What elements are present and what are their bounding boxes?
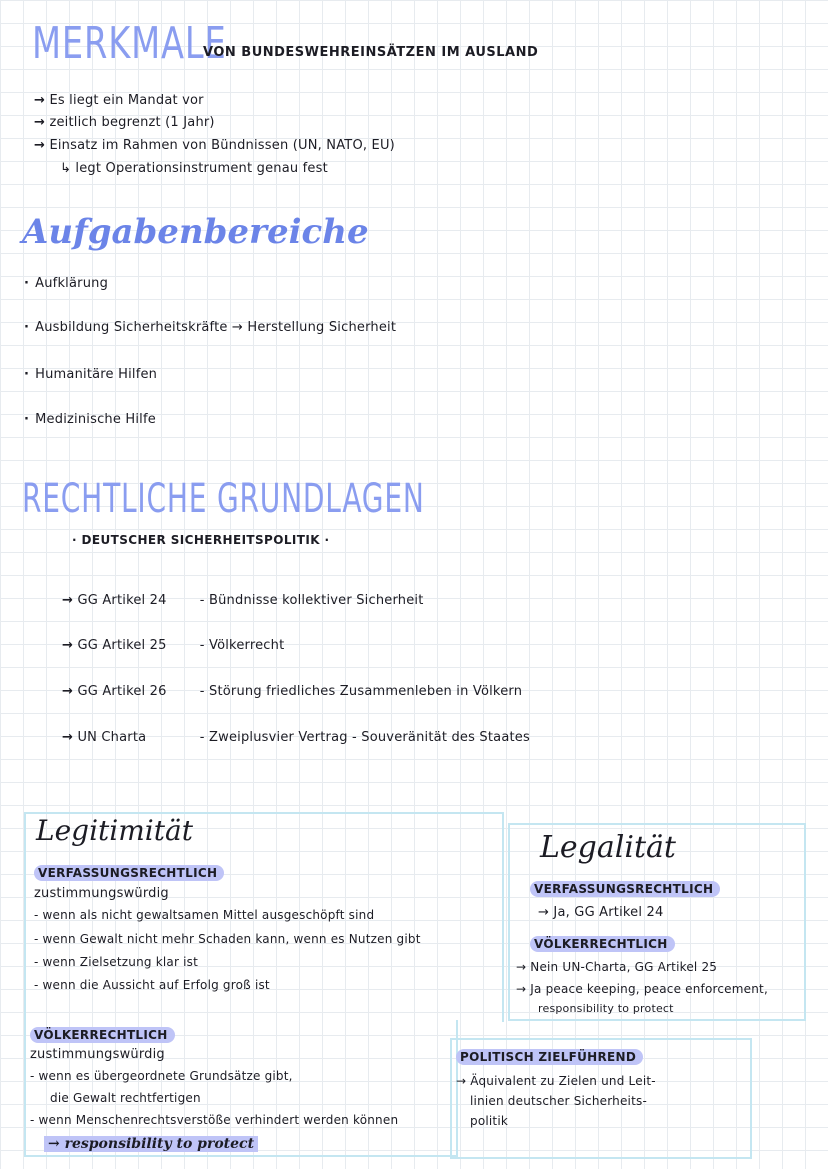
- rechtliche-item-text: - Störung friedliches Zusammenleben in Völkern: [199, 684, 523, 699]
- legalitaet-title: Legalität: [540, 830, 676, 865]
- arrow-icon: →: [34, 138, 46, 153]
- merkmale-item-text: Einsatz im Rahmen von Bündnissen (UN, NATO, EU): [49, 138, 395, 153]
- highlight-label: VERFASSUNGSRECHTLICH: [34, 865, 224, 881]
- rechtliche-item-label: GG Artikel 24: [77, 593, 167, 608]
- arrow-icon: →: [62, 730, 74, 745]
- highlight-text: → responsibility to protect: [44, 1136, 258, 1152]
- merkmale-title: MERKMALE: [32, 18, 227, 69]
- bullet-icon: ·: [24, 412, 30, 427]
- legitimitaet-item: die Gewalt rechtfertigen: [50, 1091, 201, 1105]
- aufgaben-item: [24, 320, 396, 335]
- legalitaet-item: → Nein UN-Charta, GG Artikel 25: [516, 960, 718, 974]
- legitimitaet-item: - wenn es übergeordnete Grundsätze gibt,: [30, 1069, 293, 1083]
- merkmale-subtitle: VON BUNDESWEHREINSÄTZEN IM AUSLAND: [203, 45, 539, 60]
- aufgaben-item-text: Medizinische Hilfe: [35, 412, 156, 427]
- politisch-item: politik: [470, 1114, 509, 1128]
- merkmale-item: [34, 138, 395, 153]
- merkmale-item-text: Es liegt ein Mandat vor: [49, 93, 204, 108]
- arrow-icon: →: [34, 93, 46, 108]
- rechtliche-item: [62, 684, 522, 699]
- rechtliche-subtitle: · DEUTSCHER SICHERHEITSPOLITIK ·: [72, 533, 330, 547]
- rechtliche-item-text: - Bündnisse kollektiver Sicherheit: [199, 593, 424, 608]
- politisch-heading: [456, 1046, 643, 1065]
- highlight-label: VÖLKERRECHTLICH: [30, 1027, 175, 1043]
- legalitaet-heading-1: [530, 878, 720, 897]
- rechtliche-item-label: UN Charta: [77, 730, 147, 745]
- legitimitaet-lead-2: zustimmungswürdig: [30, 1047, 165, 1062]
- legitimitaet-title: Legitimität: [36, 814, 193, 847]
- bullet-icon: ·: [24, 367, 30, 382]
- bullet-icon: ·: [24, 276, 30, 291]
- legitimitaet-item: - wenn als nicht gewaltsamen Mittel ausgeschöpft sind: [34, 908, 375, 922]
- rechtliche-item: [62, 730, 530, 745]
- legitimitaet-item: - wenn Gewalt nicht mehr Schaden kann, wenn es Nutzen gibt: [34, 932, 421, 946]
- aufgaben-title: Aufgabenbereiche: [22, 212, 369, 252]
- bullet-icon: ·: [24, 320, 30, 335]
- legalitaet-heading-2: [530, 933, 675, 952]
- rechtliche-item-text: - Zweiplusvier Vertrag - Souveränität des Staates: [199, 730, 530, 745]
- rechtliche-item-label: GG Artikel 26: [77, 684, 167, 699]
- aufgaben-item: [24, 276, 108, 291]
- arrow-icon: →: [62, 593, 74, 608]
- rechtliche-item-text: - Völkerrecht: [199, 638, 285, 653]
- aufgaben-item-text: Ausbildung Sicherheitskräfte → Herstellung Sicherheit: [35, 320, 397, 335]
- arrow-icon: →: [62, 638, 74, 653]
- arrow-icon: →: [62, 684, 74, 699]
- highlight-label: POLITISCH ZIELFÜHREND: [456, 1049, 643, 1065]
- legitimitaet-item: - wenn Zielsetzung klar ist: [34, 955, 198, 969]
- legitimitaet-item: - wenn Menschenrechtsverstöße verhindert werden können: [30, 1113, 399, 1127]
- legitimitaet-lead-1: zustimmungswürdig: [34, 886, 169, 901]
- rechtliche-item: [62, 638, 284, 653]
- merkmale-item-text: zeitlich begrenzt (1 Jahr): [49, 115, 215, 130]
- aufgaben-item-text: Aufklärung: [35, 276, 109, 291]
- politisch-item: linien deutscher Sicherheits-: [470, 1094, 647, 1108]
- legalitaet-item: responsibility to protect: [538, 1002, 674, 1015]
- highlight-label: VÖLKERRECHTLICH: [530, 936, 675, 952]
- arrow-icon: →: [34, 115, 46, 130]
- aufgaben-item: [24, 412, 156, 427]
- legitimitaet-item: - wenn die Aussicht auf Erfolg groß ist: [34, 978, 270, 992]
- merkmale-sub-item: ↳ legt Operationsinstrument genau fest: [60, 161, 328, 176]
- legalitaet-item: → Ja peace keeping, peace enforcement,: [516, 982, 768, 996]
- legitimitaet-heading-1: [34, 862, 224, 881]
- aufgaben-item-text: Humanitäre Hilfen: [35, 367, 158, 382]
- legitimitaet-heading-2: [30, 1024, 175, 1043]
- merkmale-item: [34, 93, 204, 108]
- rechtliche-item-label: GG Artikel 25: [77, 638, 167, 653]
- aufgaben-item: [24, 367, 157, 382]
- politisch-item: → Äquivalent zu Zielen und Leit-: [456, 1074, 656, 1088]
- legalitaet-item: → Ja, GG Artikel 24: [538, 905, 664, 920]
- merkmale-item: [34, 115, 215, 130]
- rechtliche-title: RECHTLICHE GRUNDLAGEN: [22, 476, 425, 522]
- legitimitaet-highlight: [44, 1133, 258, 1152]
- rechtliche-item: [62, 593, 424, 608]
- highlight-label: VERFASSUNGSRECHTLICH: [530, 881, 720, 897]
